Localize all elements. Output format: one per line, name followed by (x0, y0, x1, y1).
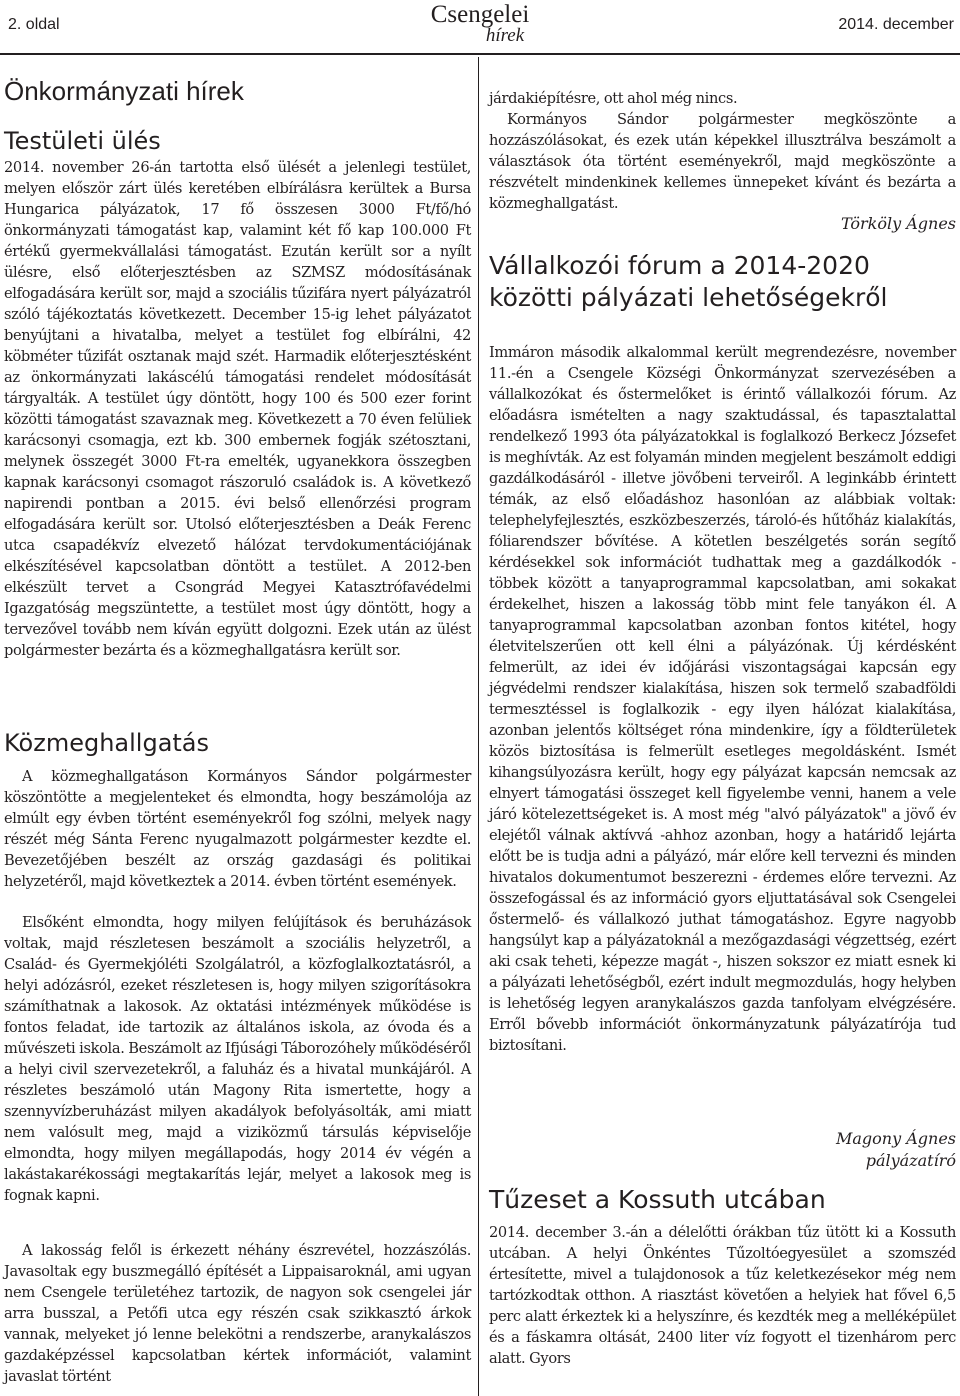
author-signature-torkoly: Törköly Ágnes (840, 214, 956, 233)
author-signature-magony: Magony Ágnes (835, 1129, 956, 1148)
issue-date: 2014. december (838, 16, 954, 33)
article-tuzeset: 2014. december 3.-án a délelőtti órákban tűz ütött ki a Kossuth utcában. A helyi Önkéntes Tűzoltóegyesület a szomszéd értesítette, mivel a tulajdonosok a tűz keletkezésekor még nem tartózkodtak otthon. A riasztást követően a helyiek hat fővel 6,5 perc alatt érkeztek ki a helyszínre, és kezdték meg a melléképület és a fáskamra oltását, 2400 liter víz fogyott el tizenhárom perc alatt. Gyors (489, 1224, 956, 1367)
heading-testuleti-ules: Testületi ülés (4, 127, 161, 155)
article-kozmeghallgatas-p2: Elsőként elmondta, hogy milyen felújítások és beruházások voltak, majd részletesen beszámolt a szociális helyzetről, a Család- és Gyermekjóléti Szolgálatról, a közfoglalkoztatásról, a helyi adózásról, ezeket részletesen is, hogy milyen szigorításokra számíthatnak a lakosok. Az oktatási intézmények működése is fontos feladat, ide tartozik az általános iskola, az óvoda és a művészeti iskola. Beszámolt az Ifjúsági Táborozóhely működéséről a helyi civil szervezetekről, a faluház és a hivatal munkájáról. A részletes beszámoló után Magony Rita ismertette, hogy a szennyvízberuházást milyen akadályok befolyásolták, ami miatt nem valósult meg, majd a viziközmű társulás képviselője elmondta, hogy milyen megállapodás, hogy 2014 év végén a lakástakarékossági megtakarítás lejár, melyet a lakosok meg is fognak kapni. (4, 914, 471, 1204)
heading-tuzeset: Tűzeset a Kossuth utcában (489, 1185, 826, 1214)
section-title: Önkormányzati hírek (4, 76, 244, 106)
article-kozmeghallgatas-p1: A közmeghallgatáson Kormányos Sándor polgármester köszöntötte a megjelenteket és elmondta, hogy beszámolója az elmúlt egy évben történt eseményekről fog szólni, melyek nagy részét még Sánta Ferenc nyugalmazott polgármester kezdte el. Bevezetőjében beszélt az ország gazdasági és politikai helyzetéről, majd következtek a 2014. évben történt események. (4, 768, 471, 890)
page-number: 2. oldal (8, 16, 60, 33)
article-kozmeghallgatas-continued: járdakiépítésre, ott ahol még nincs. (489, 90, 738, 107)
article-kozmeghallgatas-p3: A lakosság felől is érkezett néhány észrevétel, hozzászólás. Javasoltak egy buszmegálló építését a Lippaisaroknál, ami ugyan nem Csengele területéhez tartozik, de nagyon sok csengelei jár arra busszal, a Petőfi utca egy részén csak szikkasztó árkok vannak, melyeket jó lenne belekötni a rendszerbe, aranykalászos gazdaképzéssel kapcsolatban kértek információt, valamint javaslat történt (4, 1242, 471, 1385)
page-header (0, 0, 960, 54)
masthead-logo-title: Csengelei (430, 1, 530, 28)
masthead-logo-subtitle: hírek (485, 25, 525, 46)
article-kozmeghallgatas-closing: Kormányos Sándor polgármester megköszönte a hozzászólásokat, és ezek után képekkel illusztrálva beszámolt a választások óta történt eseményekről, majd megköszönte a részvételt mindenkinek kellemes ünnepeket kívánt és bezárta a közmeghallgatást. (489, 111, 956, 212)
heading-kozmeghallgatas: Közmeghallgatás (4, 729, 210, 757)
heading-vallalkozoi-forum: Vállalkozói fórum a 2014-2020 közötti pályázati lehetőségekről (489, 251, 888, 312)
column-divider (478, 57, 479, 1396)
header-divider (0, 53, 960, 55)
article-vallalkozoi-forum: Immáron második alkalommal került megrendezésre, november 11.-én a Csengele Községi Önkormányzat szervezésében a vállalkozókat és őstermelőket is érintő vállalkozói fórum. Az előadásra ismételten a nagy szaktudással, és tapasztalattal rendelkező 1993 óta pályázatokkal is foglalkozó Berkecz Józsefet is meghívták. Az est folyamán minden megjelent beszámolt eddigi gazdálkodásáról - illetve jövőbeni terveiről. A leginkább érintett témák, az első előadáshoz hasonlóan az alábbiak voltak: telephelyfejlesztés, eszközbeszerzés, tároló-és hűtőház kialakítás, fóliarendszer bővítése. A kötetlen beszélgetés során segítő kérdésekkel sok információt tudhattak meg a gazdálkodók - többek között a tanyaprogrammal kapcsolatban, ami sokakat érdekelhet, hiszen a lakosság több mint fele tanyákon él. A tanyaprogrammal kapcsolatban azonban fontos kitétel, hogy életvitelszerűen ott kell élni a pályázónak. Új kérdésként felmerült, az idei év időjárási viszontagságai kapcsán egy jégvédelmi rendszer kialakítása, hiszen sok termelő szabadföldi termesztéssel is foglalkozik - egy ilyen hálózat kialakítása, azonban jelentős költséget róna mindenkire, így a földterületek közös biztosítása is felmerült esetleges megoldásként. Ismét kihangsúlyozásra került, hogy egy pályázat kapcsán nemcsak az elnyert támogatási összeget kell figyelembe venni, hanem a vele járó kötelezettségeket is. A most még "alvó pályázatok" a jövő év elejétől válnak aktívvá -ahhoz azonban, hogy a határidő lejárta előtt be is tudja adni a pályázó, már előre kell tervezni és minden hivatalos dokumentumot beszerezni - érdemes előre tervezni. Az összefogással és az információ gyors eljuttatásával sok Csengelei őstermelő- és vállalkozó juthat támogatáshoz. Egyre nagyobb hangsúlyt kap a pályázatoknál a mezőgazdasági végzettség, ezért aki csak teheti, képezze magát -, hiszen sokszor ez miatt esnek ki a pályázati lehetőségből, ezért indult megmozdulás, hogy helyben is lehetőség legyen aranykalászos gazda tanfolyam elvégzésére. Erről bővebb információt önkormányzatunk pályázatírója tud biztosítani. (489, 344, 956, 1054)
author-role: pályázatíró (865, 1151, 956, 1170)
article-testuleti-ules: 2014. november 26-án tartotta első ülését a jelenlegi testület, melyen először zárt ülés keretében elbírálásra kerültek a Bursa Hungarica pályázatok, 17 fő összesen 3000 Ft/fő/hó önkormányzati támogatást kap, valamint két fő kap 100.000 Ft értékű gyermekvállalási támogatást. Ezután került sor a nyílt ülésre, első előterjesztésben az SZMSZ módosításának elfogadására került sor, majd a szociális tűzifára nyert pályázatról szóló tájékoztatás következett. December 15-ig lehet pályázatot benyújtani a hivatalba, melyet a testület fog elbírálni, 42 köbméter tűzifát osztanak majd szét. Harmadik előterjesztésként az önkormányzati lakáscélú támogatási rendelet módosítását tárgyalták. A testület úgy döntött, hogy 100 és 500 ezer forint közötti támogatást szavaznak meg. Következett a 70 éven felüliek karácsonyi csomagja, ezt kb. 300 embernek fogják szétosztani, melynek összegét 3000 Ft-ra emelték, ugyanekkora összegben kapnak karácsonyi csomagot rászoruló családok is. A következő napirendi pontban a 2015. évi belső ellenőrzési program elfogadására került sor. Utolsó előterjesztésben a Deák Ferenc utca csapadékvíz elvezető hálózat tervdokumentációjának elkészítésével kapcsolatban döntött a testület. A 2012-ben elkészült tervet a Csongrád Megyei Katasztrófavédelmi Igazgatóság megszüntette, a testület most úgy döntött, hogy a tervezővel tovább nem kíván együtt dolgozni. Ezek után az ülést polgármester bezárta és a közmeghallgatásra került sor. (4, 159, 471, 659)
